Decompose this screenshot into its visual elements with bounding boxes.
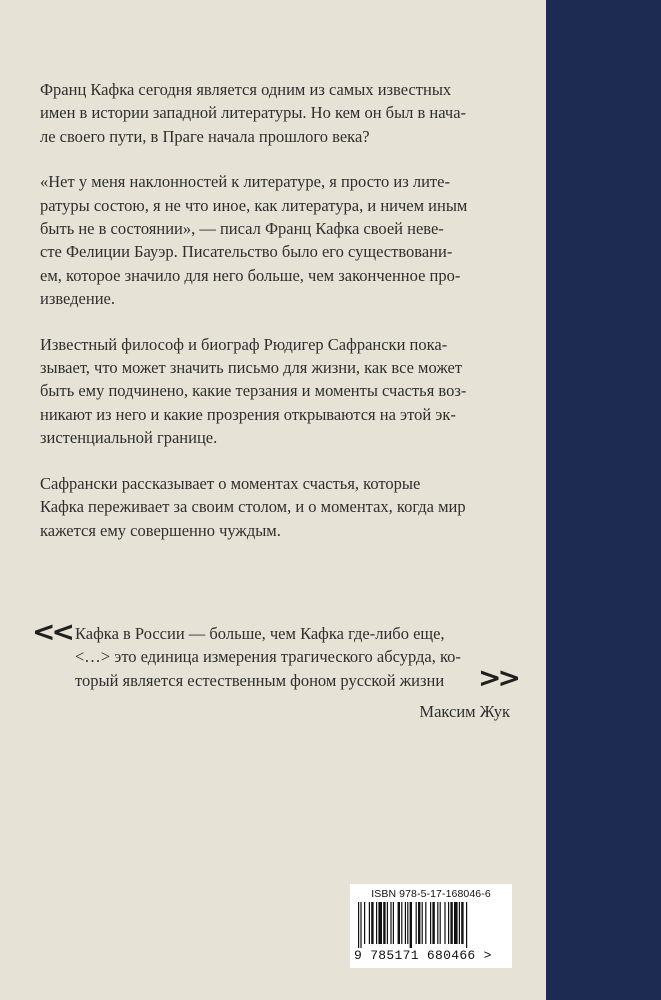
text-line: Известный философ и биограф Рюдигер Сафрански пока- [40,334,448,354]
quote-text [75,622,480,692]
quote-author: Максим Жук [419,702,510,721]
text-line: «Нет у меня наклонностей к литературе, я просто из лите- [40,172,450,192]
text-line: Сафрански рассказывает о моментах счастья, которые [40,473,421,493]
text-line: зывает, что может значить письмо для жизни, как все может [40,358,463,378]
paragraph-1 [40,78,505,148]
text-line: быть ему подчинено, какие терзания и моменты счастья воз- [40,381,467,401]
text-line: никают из него и какие прозрения открываются на этой эк- [40,404,456,424]
paragraph-2 [40,170,505,310]
text-line: имен в истории западной литературы. Но кем он был в нача- [40,103,467,123]
open-quote-mark: << [32,615,71,648]
close-quote-mark: >> [478,661,517,694]
quote-line: торый является естественным фоном русской жизни [75,670,445,690]
text-line: изведение. [40,289,115,309]
isbn-barcode [350,884,512,968]
text-line: зистенциальной границе. [40,428,218,448]
quote-line: Кафка в России — больше, чем Кафка где-либо еще, [75,624,445,643]
text-line: быть не в состоянии», — писал Франц Кафка своей неве- [40,219,444,239]
text-line: кажется ему совершенно чуждым. [40,520,281,540]
quote-line: <…> это единица измерения трагического абсурда, ко- [75,647,461,667]
text-line: сте Фелиции Бауэр. Писательство было его существовани- [40,242,453,262]
paragraph-4 [40,472,505,542]
text-line: ле своего пути, в Праге начала прошлого века? [40,126,370,146]
paragraph-3 [40,333,505,450]
cover-spine-band [546,0,661,1000]
barcode-digits: 9 785171 680466 > [354,948,492,963]
isbn-label: ISBN 978-5-17-168046-6 [371,888,491,900]
text-line: ратуры состою, я не что иное, как литература, и ничем иным [40,195,468,215]
annotation-text [40,78,505,564]
barcode-bars-icon [358,902,504,948]
text-line: Кафка переживает за своим столом, и о моментах, когда мир [40,497,466,517]
text-line: Франц Кафка сегодня является одним из самых известных [40,80,452,99]
text-line: ем, которое значило для него больше, чем законченное про- [40,265,461,285]
